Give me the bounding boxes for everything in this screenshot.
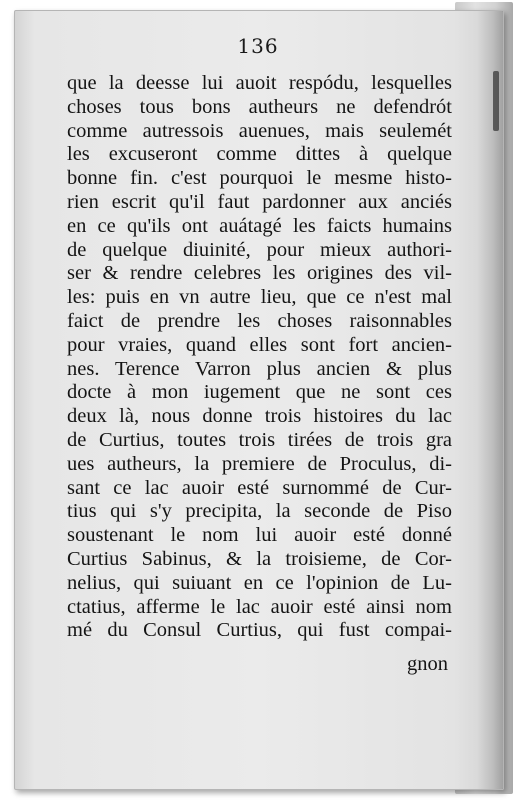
text-line: mé du Consul Curtius, qui fust compai- [67, 619, 452, 642]
binding-mark [493, 71, 499, 131]
text-line: bonne fin. c'est pourquoi le mesme histo- [67, 167, 452, 190]
text-line: les: puis en vn autre lieu, que ce n'est mal [67, 286, 452, 309]
text-line: pour vraies, quand elles sont fort ancien- [67, 333, 452, 356]
text-line: ser & rendre celebres les origines des vil- [67, 262, 452, 285]
text-line: comme autressois auenues, mais seulemét [67, 119, 452, 142]
text-line: nelius, qui suiuant en ce l'opinion de Lu- [67, 571, 452, 594]
text-line: que la deesse lui auoit respódu, lesquelles [67, 72, 452, 94]
page-number: 136 [237, 34, 279, 58]
text-line: ctatius, afferme le lac auoir esté ainsi nom [67, 595, 452, 618]
text-line: de quelque diuinité, pour mieux authori- [67, 238, 452, 261]
text-line: rien escrit qu'il faut pardonner aux anciés [67, 190, 452, 213]
catchword: gnon [407, 653, 448, 675]
text-line: nes. Terence Varron plus ancien & plus [67, 357, 452, 380]
text-line: faict de prendre les choses raisonnables [67, 309, 452, 332]
text-line: les excuseront comme dittes à quelque [67, 143, 452, 166]
page-gutter-shadow [477, 11, 503, 789]
text-line: soustenant le nom lui auoir esté donné [67, 524, 452, 547]
text-line: en ce qu'ils ont auátagé les faicts humains [67, 214, 452, 237]
text-line: sant ce lac auoir esté surnommé de Cur- [67, 476, 452, 499]
text-line: tius qui s'y precipita, la seconde de Piso [67, 500, 452, 523]
text-line: choses tous bons autheurs ne defendrót [67, 95, 452, 118]
text-line: docte à mon iugement que ne sont ces [67, 381, 452, 404]
body-text [67, 72, 452, 643]
text-line: de Curtius, toutes trois tirées de trois gra [67, 428, 452, 451]
text-line: deux là, nous donne trois histoires du lac [67, 405, 452, 428]
text-line: ues autheurs, la premiere de Proculus, di- [67, 452, 452, 475]
text-line: Curtius Sabinus, & la troisieme, de Cor- [67, 547, 452, 570]
